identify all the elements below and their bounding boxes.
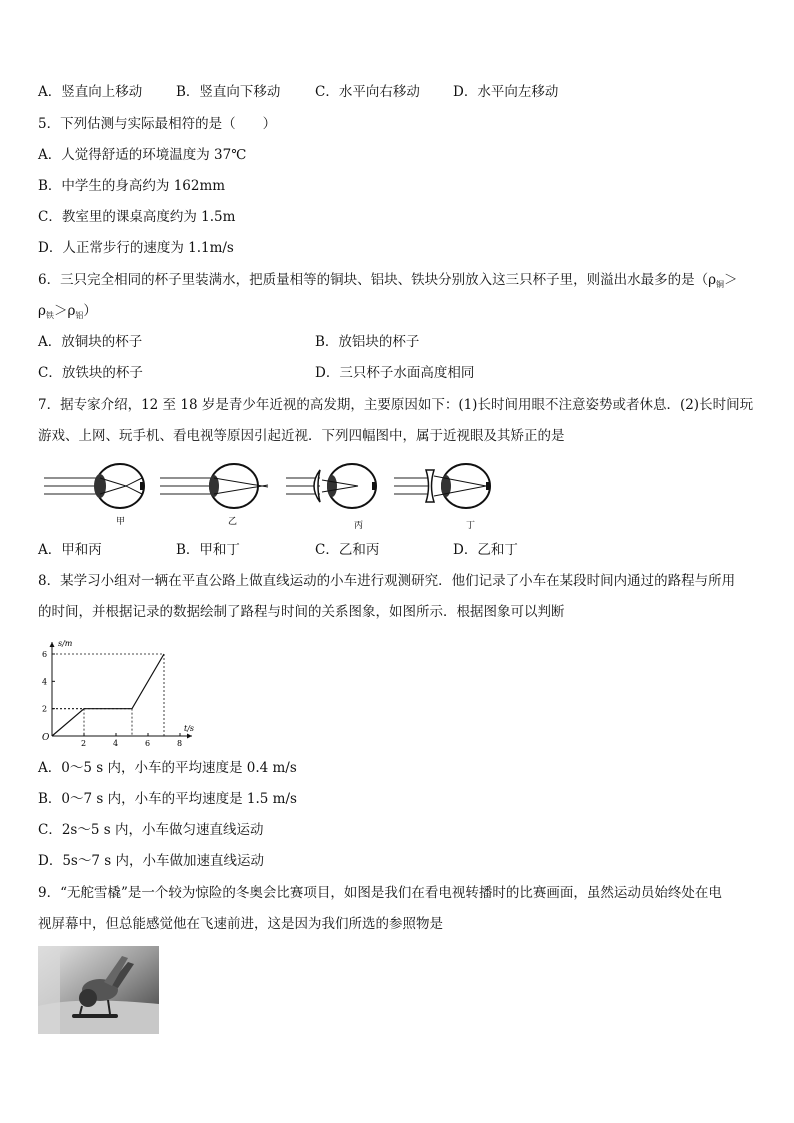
q9-stem-line2: 视屏幕中，但总能感觉他在飞速前进，这是因为我们所选的参照物是 [38,916,443,932]
q6-gt-1: ＞ [724,272,738,288]
q5-stem: 5．下列估测与实际最相符的是（ ） [38,116,277,132]
q7-stem-line2: 游戏、上网、玩手机、看电视等原因引起近视．下列四幅图中，属于近视眼及其矫正的是 [38,428,565,444]
q6-gt-2: ＞ [53,303,68,319]
q4-option-c[interactable]: C．水平向右移动 [315,84,420,100]
y-tick-label: 4 [42,677,48,687]
series-line [52,654,164,736]
q4-option-a[interactable]: A．竖直向上移动 [38,84,143,100]
eye-diagram-jia [44,464,144,508]
origin-label: O [42,733,50,743]
q6-sub-aluminum: 铝 [75,311,84,320]
q7-option-b[interactable]: B．甲和丁 [176,542,240,558]
q7-option-a[interactable]: A．甲和丙 [38,542,102,558]
q8-option-b[interactable]: B．0～7 s 内，小车的平均速度是 1.5 m/s [38,791,297,807]
skeleton-sled-photo [38,946,159,1034]
q6-option-d[interactable]: D．三只杯子水面高度相同 [315,365,475,381]
q7-option-c[interactable]: C．乙和丙 [315,542,380,558]
eye-diagram-bing [286,464,376,508]
x-axis-arrow [187,734,192,739]
q6-close: ） [83,303,97,319]
q5-option-d[interactable]: D．人正常步行的速度为 1.1m/s [38,240,234,256]
x-tick-label: 6 [145,739,151,746]
q6-stem-line2 [38,301,97,326]
y-tick-label: 6 [42,650,48,659]
q6-stem-text: 6．三只完全相同的杯子里装满水，把质量相等的铜块、铝块、铁块分别放入这三只杯子里，则溢出水最多的是（ρ [38,272,717,288]
q6-rho-iron: ρ [38,303,46,319]
q6-sub-copper: 铜 [716,280,725,289]
q6-rho-aluminum: ρ [67,303,76,319]
eye-label-jia: 甲 [116,517,126,527]
x-tick-label: 2 [81,739,87,746]
q7-stem-line1: 7．据专家介绍，12 至 18 岁是青少年近视的高发期，主要原因如下：(1)长时间用眼不注意姿势或者休息．(2)长时间玩 [38,397,754,413]
q8-option-c[interactable]: C．2s～5 s 内，小车做匀速直线运动 [38,822,264,838]
eye-diagram-ding [394,464,490,508]
q6-option-b[interactable]: B．放铝块的杯子 [315,334,420,350]
q7-option-d[interactable]: D．乙和丁 [453,542,518,558]
eye-label-bing: 丙 [354,521,364,531]
y-axis-label: s/m [58,639,73,648]
q8-stem-line2: 的时间，并根据记录的数据绘制了路程与时间的关系图象，如图所示．根据图象可以判断 [38,604,565,620]
x-tick-label: 8 [177,739,183,746]
q6-sub-iron: 铁 [45,311,54,320]
q9-stem-line1: 9．“无舵雪橇”是一个较为惊险的冬奥会比赛项目，如图是我们在看电视转播时的比赛画面，虽然运动员始终处在电 [38,885,722,901]
q4-option-d[interactable]: D．水平向左移动 [453,84,559,100]
y-tick-label: 2 [42,704,48,714]
y-axis-arrow [50,642,55,647]
q6-option-a[interactable]: A．放铜块的杯子 [38,334,143,350]
q8-stem-line1: 8．某学习小组对一辆在平直公路上做直线运动的小车进行观测研究．他们记录了小车在某段时间内通过的路程与所用 [38,573,736,589]
q8-option-a[interactable]: A．0～5 s 内，小车的平均速度是 0.4 m/s [38,760,297,776]
q6-option-c[interactable]: C．放铁块的杯子 [38,365,143,381]
x-tick-label: 4 [113,739,119,746]
x-axis-label: t/s [184,724,195,733]
q5-option-b[interactable]: B．中学生的身高约为 162mm [38,178,226,194]
q5-option-c[interactable]: C．教室里的课桌高度约为 1.5m [38,209,236,225]
eye-diagrams [38,456,508,532]
q5-option-a[interactable]: A．人觉得舒适的环境温度为 37℃ [38,147,247,163]
q4-option-b[interactable]: B．竖直向下移动 [176,84,281,100]
eye-label-ding: 丁 [466,521,476,531]
q8-option-d[interactable]: D．5s～7 s 内，小车做加速直线运动 [38,853,264,869]
eye-diagram-yi [160,464,268,508]
eye-label-yi: 乙 [228,517,238,527]
st-chart [30,636,200,746]
q6-stem-line1 [38,270,738,295]
